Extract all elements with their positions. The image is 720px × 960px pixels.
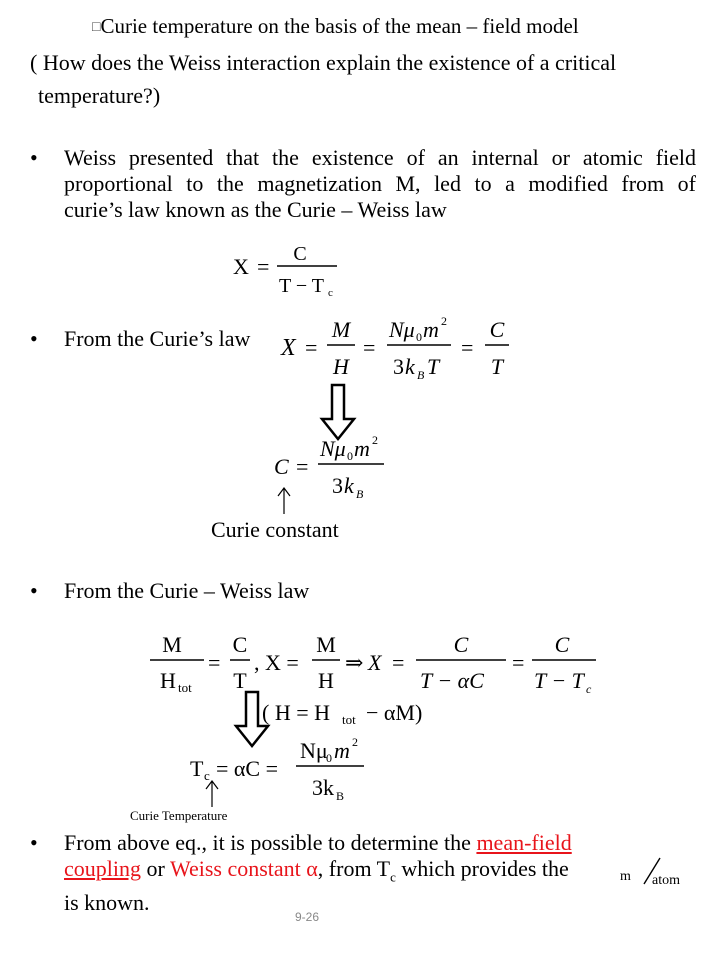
svg-text:M: M — [316, 632, 336, 657]
svg-text:m: m — [334, 738, 350, 763]
svg-text:Nμ: Nμ — [389, 317, 415, 342]
bullet-4-last: is known. — [64, 890, 150, 916]
svg-text:C: C — [453, 632, 469, 657]
svg-text:H: H — [333, 354, 349, 379]
bullet-1-line-2: proportional to the magnetization M, led to a modified from of — [64, 171, 696, 196]
svg-text:T: T — [233, 668, 247, 693]
svg-text:( H = H: ( H = H — [262, 700, 331, 725]
svg-text:C: C — [293, 243, 307, 265]
svg-text:k: k — [405, 354, 415, 379]
svg-text:C: C — [489, 317, 505, 342]
bullet-3-dot: • — [30, 578, 38, 603]
svg-text:− αM): − αM) — [366, 700, 423, 725]
svg-text:c: c — [328, 287, 333, 299]
bullet-2-text: From the Curie’s law — [64, 326, 251, 351]
svg-text:, X =: , X = — [254, 650, 299, 675]
svg-text:=: = — [305, 335, 318, 360]
fraction-numerator: m — [620, 869, 631, 884]
bullet-3-text: From the Curie – Weiss law — [64, 578, 310, 603]
svg-text:0: 0 — [416, 330, 422, 344]
bullet-1-dot: • — [30, 145, 38, 170]
svg-text:H: H — [160, 668, 176, 693]
equation-curie-temperature — [188, 734, 408, 804]
svg-text:=: = — [257, 254, 270, 279]
question-line-2: temperature?) — [38, 83, 161, 108]
weiss-constant-text: Weiss constant α — [169, 856, 318, 881]
svg-text:Nμ: Nμ — [320, 436, 346, 461]
svg-text:2: 2 — [441, 314, 447, 328]
bullet-4-post2: which provides the — [395, 856, 569, 881]
page-number: 9-26 — [295, 910, 320, 924]
svg-text:M: M — [331, 317, 351, 342]
title-text: Curie temperature on the basis of the mean – field model — [100, 14, 579, 38]
curie-constant-label: Curie constant — [211, 517, 339, 542]
svg-text:X: X — [233, 254, 249, 279]
svg-text:=: = — [512, 650, 525, 675]
up-arrow-icon — [204, 779, 220, 809]
bullet-4-paragraph — [64, 830, 704, 916]
fraction-denominator: atom — [652, 873, 680, 888]
svg-text:C: C — [554, 632, 570, 657]
bullet-4-post-sub: c — [390, 869, 396, 885]
equation-curie-weiss-derivation — [150, 618, 610, 698]
svg-text:X: X — [281, 335, 296, 361]
svg-text:c: c — [204, 768, 210, 783]
svg-text:T: T — [490, 354, 504, 379]
bullet-4-dot: • — [30, 830, 38, 855]
svg-text:T − αC: T − αC — [420, 668, 484, 693]
bullet-2-dot: • — [30, 326, 38, 351]
bullet-1-paragraph — [64, 145, 696, 223]
question-line-1: ( How does the Weiss interaction explain the existence of a critical — [30, 50, 617, 75]
svg-text:0: 0 — [326, 751, 332, 765]
equation-field-relation — [262, 696, 442, 732]
svg-text:=: = — [296, 454, 309, 479]
coupling-link: coupling — [64, 856, 141, 881]
svg-text:C: C — [274, 454, 289, 479]
svg-text:c: c — [586, 682, 592, 696]
svg-text:0: 0 — [347, 449, 353, 463]
svg-text:Nμ: Nμ — [300, 738, 328, 763]
svg-text:2: 2 — [352, 735, 358, 749]
svg-text:3k: 3k — [312, 775, 334, 800]
svg-text:B: B — [417, 368, 425, 382]
bullet-1-line-1: Weiss presented that the existence of an internal or atomic field — [64, 145, 696, 170]
equation-curie-weiss-law — [225, 236, 345, 299]
svg-text:=: = — [392, 650, 405, 675]
bullet-4-pre: From above eq., it is possible to determine the — [64, 830, 477, 855]
svg-text:H: H — [318, 668, 334, 693]
up-arrow-icon — [276, 486, 292, 516]
title-placeholder-glyph: □ — [92, 20, 101, 35]
svg-text:tot: tot — [342, 712, 356, 727]
svg-text:M: M — [162, 632, 182, 657]
svg-text:m: m — [354, 436, 370, 461]
equation-curie-law — [275, 313, 515, 383]
svg-text:k: k — [344, 473, 354, 498]
svg-text:B: B — [356, 487, 364, 501]
svg-text:=: = — [461, 335, 474, 360]
bullet-4-post: , from T — [317, 856, 391, 881]
slide-title — [92, 14, 579, 39]
svg-text:T: T — [427, 354, 440, 379]
svg-text:X: X — [368, 650, 382, 675]
svg-text:2: 2 — [372, 433, 378, 447]
mean-field-link: mean-field — [476, 830, 572, 855]
svg-text:⇒: ⇒ — [345, 650, 364, 675]
bullet-4-mid: or — [141, 856, 170, 881]
svg-text:= αC =: = αC = — [216, 756, 279, 781]
svg-text:=: = — [208, 650, 221, 675]
svg-text:tot: tot — [178, 680, 192, 695]
svg-text:T − T: T − T — [534, 668, 584, 693]
svg-text:C: C — [232, 632, 248, 657]
svg-text:=: = — [363, 335, 376, 360]
svg-text:T: T — [190, 756, 204, 781]
m-per-atom-fraction — [618, 856, 688, 890]
svg-text:3: 3 — [332, 473, 343, 498]
svg-text:B: B — [336, 789, 345, 803]
svg-text:m: m — [423, 317, 439, 342]
svg-text:3: 3 — [393, 354, 404, 379]
svg-text:T − T: T − T — [279, 275, 324, 297]
curie-temperature-label: Curie Temperature — [130, 808, 228, 823]
bullet-1-line-3: curie’s law known as the Curie – Weiss law — [64, 197, 447, 222]
